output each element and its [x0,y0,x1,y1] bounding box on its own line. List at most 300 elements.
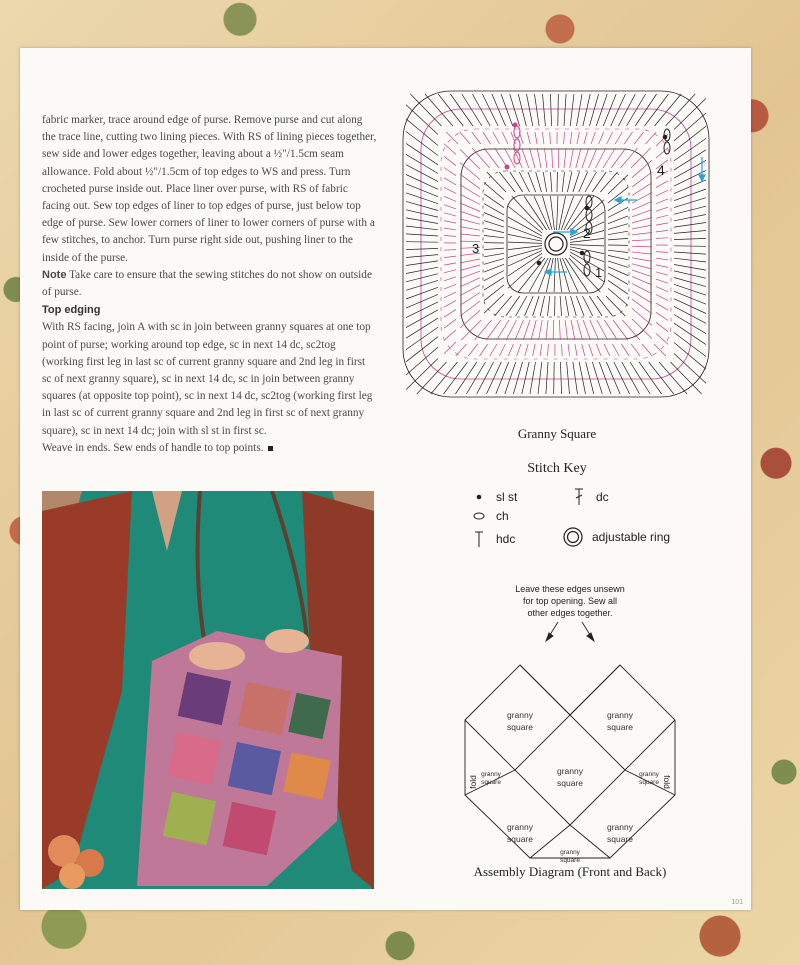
end-square-icon [268,446,273,451]
dc-stitch-mark [406,165,438,182]
square-center-l2: square [557,778,583,788]
dc-stitch-mark [406,294,438,308]
dc-stitch-mark [499,172,515,192]
page-number: 101 [731,899,743,906]
dc-stitch-mark [674,231,706,234]
dc-stitch-mark [656,258,668,260]
dc-stitch-mark [632,160,652,178]
adjustable-ring-key-icon [562,526,584,548]
dc-stitch-mark [546,320,548,340]
dc-stitch-mark [527,132,530,144]
dc-stitch-mark [622,362,640,394]
dc-stitch-mark [417,362,447,394]
dc-stitch-mark [535,132,537,144]
round-label-2: 2 [583,225,591,241]
dc-stitch-mark [608,267,628,276]
dc-stitch-mark [674,98,706,129]
dc-stitch-mark [579,172,588,192]
key-hdc: hdc [470,530,515,548]
dc-stitch-mark [513,362,522,394]
dc-stitch-mark [674,258,706,262]
dc-stitch-mark [565,296,569,316]
dc-stitch-mark [674,238,706,239]
dc-stitch-mark [671,362,702,394]
dc-stitch-mark [645,94,669,126]
dc-stitch-mark [674,315,706,334]
dc-stitch-mark [484,285,504,301]
dc-stitch-mark [444,213,456,216]
dc-stitch-mark [596,148,606,168]
dc-stitch-mark [484,228,504,232]
dc-stitch-mark [674,299,706,314]
assembly-diagram [440,578,700,868]
instructions-text [42,112,377,457]
dc-stitch-mark [656,190,668,196]
dc-stitch-mark [608,250,628,252]
dc-stitch-mark [406,359,438,390]
dc-stitch-mark [444,168,456,176]
dc-stitch-mark [444,292,456,298]
dc-stitch-mark [538,362,542,394]
dc-stitch-mark [545,148,547,168]
dc-stitch-mark [552,148,553,168]
dc-stitch-mark [674,306,706,323]
dc-stitch-mark [487,362,502,394]
dc-stitch-mark [608,288,628,305]
dc-stitch-mark [562,344,563,356]
dc-stitch-mark [531,320,536,340]
dc-stitch-mark [632,210,652,217]
round-label-4: 4 [657,162,665,178]
dc-stitch-mark [456,344,467,356]
dc-stitch-mark [627,94,646,126]
dc-stitch-mark [460,265,480,271]
dc-stitch-mark [656,181,668,188]
dc-stitch-mark [632,264,652,269]
finishing-text: Weave in ends. Sew ends of handle to top points. [42,441,264,454]
dc-stitch-mark [468,344,477,356]
hdc-t-icon [470,530,488,548]
dc-stitch-mark [646,132,657,144]
square-bottom-right-l1: granny [607,822,633,832]
note-paragraph [42,267,377,301]
dc-stitch-mark [480,344,488,356]
dc-stitch-mark [466,362,485,394]
dc-stitch-mark [406,154,438,173]
dc-stitch-mark [656,265,668,268]
dc-stitch-mark [589,344,593,356]
dc-stitch-mark [540,296,544,316]
dc-stitch-mark [568,344,570,356]
dc-stitch-mark [608,175,628,194]
dc-stitch-mark [406,210,438,217]
dc-stitch-mark [553,320,554,340]
dc-stitch-mark [590,94,599,126]
dc-stitch-mark [508,242,542,243]
dc-stitch-mark [577,320,583,340]
dc-stitch-mark [656,223,668,225]
dc-cross-t-icon [570,488,588,506]
dc-stitch-mark [472,94,490,126]
key-sl-st: sl st [470,488,517,506]
dc-stitch-mark [622,320,640,340]
dc-stitch-mark [567,362,570,394]
dc-stitch-mark [472,132,481,144]
dc-stitch-mark [632,270,652,277]
round-label-3: 3 [472,241,480,256]
dc-stitch-mark [540,344,542,356]
dc-stitch-mark [522,148,529,168]
dc-stitch-mark [608,261,628,268]
dc-stitch-mark [535,94,540,126]
square-top-left-l2: square [507,722,533,732]
dc-stitch-mark [487,172,506,192]
dc-stitch-mark [444,362,468,394]
dc-stitch-mark [674,206,706,214]
square-right-half-l1: granny [639,771,659,778]
dc-stitch-mark [654,344,666,356]
dc-stitch-mark [632,277,652,286]
assembly-note-line1: Leave these edges unsewn [515,584,625,594]
dc-stitch-mark [656,199,668,204]
dc-stitch-mark [635,94,656,126]
dc-stitch-mark [608,231,628,235]
dc-stitch-mark [444,236,456,237]
dc-stitch-mark [460,278,480,287]
dc-stitch-mark [656,230,668,232]
dc-stitch-mark [410,94,441,126]
finishing-paragraph [42,440,377,457]
dc-stitch-mark [564,132,565,144]
dc-stitch-mark [475,320,492,340]
top-edging-heading: Top edging [42,304,101,317]
dc-stitch-mark [583,320,590,340]
dc-stitch-mark [620,148,637,168]
square-top-right-l2: square [607,722,633,732]
dc-stitch-mark [596,344,601,356]
dc-stitch-mark [590,320,599,340]
dc-stitch-mark [493,132,500,144]
dc-stitch-mark [632,246,652,247]
dc-stitch-mark [656,207,668,211]
dc-stitch-mark [565,320,567,340]
dc-stitch-mark [674,323,706,344]
assembly-note-line3: other edges together. [527,608,613,618]
dc-stitch-mark [444,178,456,185]
dc-stitch-mark [656,215,668,218]
dc-stitch-mark [537,148,541,168]
square-top-left-l1: granny [507,710,533,720]
dc-stitch-mark [560,362,561,394]
dc-stitch-mark [438,94,463,126]
dc-stitch-mark [608,238,628,240]
dc-stitch-mark [656,322,668,331]
dc-stitch-mark [528,172,536,192]
dc-stitch-mark [533,296,540,316]
dc-stitch-mark [477,362,494,394]
dc-stitch-mark [560,296,562,316]
dc-stitch-mark [406,201,438,210]
dc-stitch-mark [550,94,551,126]
dc-stitch-mark [674,271,706,278]
dc-stitch-mark [460,271,480,278]
dc-stitch-mark [484,259,504,265]
adjustable-ring-icon [545,233,567,255]
dc-stitch-mark [406,337,438,362]
dc-stitch-mark [632,240,652,241]
dc-stitch-mark [656,287,668,292]
dc-stitch-mark [406,274,438,282]
dc-stitch-mark [600,172,617,192]
dc-stitch-mark [522,362,529,394]
dc-stitch-mark [656,272,668,275]
dc-stitch-mark [656,279,668,283]
dc-stitch-mark [508,344,513,356]
dc-stitch-mark [444,144,456,155]
dc-stitch-mark [543,94,546,126]
dc-stitch-mark [502,132,508,144]
dc-stitch-mark [674,223,706,228]
dc-stitch-mark [460,163,480,180]
dc-stitch-mark [406,234,438,236]
dc-stitch-mark [674,126,706,151]
dc-stitch-mark [406,242,438,243]
key-dc: dc [570,488,609,506]
dc-stitch-mark [567,172,571,192]
dc-stitch-mark [460,234,480,236]
stitch-key-title: Stitch Key [527,461,587,476]
dc-stitch-mark [444,270,456,273]
dc-stitch-mark [484,294,504,313]
dc-stitch-mark [561,196,574,230]
dc-stitch-mark [495,296,512,316]
dc-stitch-mark [460,132,470,144]
dc-stitch-mark [444,277,456,281]
dc-stitch-mark [554,362,555,394]
square-bottom-half-l2: square [560,857,580,864]
dc-stitch-mark [586,362,594,394]
dc-stitch-mark [607,132,613,144]
dc-stitch-mark [406,175,438,190]
dc-stitch-mark [460,203,480,212]
dc-stitch-mark [579,362,585,394]
dc-stitch-mark [632,225,652,229]
dc-stitch-mark [406,132,438,156]
dc-stitch-mark [517,344,521,356]
dc-stitch-mark [577,94,583,126]
dc-stitch-mark [425,94,453,126]
dc-stitch-mark [632,284,652,294]
dc-stitch-mark [656,238,668,239]
dc-stitch-mark [573,172,580,192]
dc-stitch-mark [484,236,504,238]
dc-stitch-mark [406,255,438,258]
dc-stitch-mark [508,234,542,241]
dc-stitch-mark [597,296,613,316]
dc-stitch-mark [674,252,706,254]
dc-stitch-mark [632,252,652,254]
dc-stitch-mark [558,148,559,168]
dc-stitch-mark [543,172,547,192]
dc-stitch-mark [554,258,555,292]
key-adjustable-ring: adjustable ring [562,526,670,548]
dc-stitch-mark [530,148,536,168]
dc-stitch-mark [564,94,566,126]
dc-stitch-mark [656,252,668,253]
dc-stitch-mark [564,196,583,230]
dc-stitch-mark [539,320,543,340]
square-center-l1: granny [557,766,583,776]
dc-stitch-mark [606,362,620,394]
dc-stitch-mark [634,132,643,144]
dc-stitch-mark [618,94,635,126]
granny-square-caption: Granny Square [517,426,597,441]
dc-stitch-mark [499,344,505,356]
fold-label-left: fold [468,775,478,789]
dc-stitch-mark [525,296,534,316]
dc-stitch-mark [630,362,650,394]
dc-stitch-mark [583,94,590,126]
dc-stitch-mark [656,148,668,158]
dc-stitch-mark [562,172,564,192]
dc-stitch-mark [611,94,626,126]
dc-stitch-mark [508,226,542,239]
dc-stitch-mark [484,221,504,228]
dc-stitch-mark [614,362,630,394]
dc-stitch-mark [674,246,706,247]
key-ch: ch [470,507,509,525]
dc-stitch-mark [542,132,544,144]
dc-stitch-mark [484,264,504,272]
dc-stitch-mark [559,196,566,230]
dc-stitch-mark [455,362,476,394]
dc-stitch-mark [606,296,625,316]
dc-stitch-mark [599,132,604,144]
dc-stitch-mark [472,148,490,168]
dc-stitch-mark [674,180,706,194]
lining-paragraph: fabric marker, trace around edge of purse. Remove purse and cut along the trace line, cutting two lining pieces. With RS of lining pieces together, sew side and lower edges together, leaving about a ½"/1.5cm seam allowance. Fold about ½"/1.5cm of top edges to WS and press. Turn crocheted purse inside out. Place liner over purse, with RS of fabric facing out. Sew top edges of liner to top edges of purse, just below top edge of purse. Sew lower corners of liner to lower corners of purse with a few stitches, to anchor. Turn purse right side out, pushing liner to the inside of the purse. [42,114,377,264]
dc-stitch-mark [460,194,480,204]
dc-stitch-mark [558,94,559,126]
dc-stitch-mark [490,344,497,356]
dc-stitch-mark [484,213,504,222]
square-left-half-l1: granny [481,771,501,778]
dc-stitch-mark [406,347,438,375]
dc-stitch-mark [518,94,526,126]
dc-stitch-mark [571,296,577,316]
dc-stitch-mark [608,224,628,230]
dc-stitch-mark [582,344,585,356]
dc-stitch-mark [462,94,482,126]
dc-stitch-mark [444,342,456,354]
dc-stitch-mark [460,227,480,231]
sl-st-dot-icon [470,488,488,506]
dc-stitch-mark [656,334,668,345]
dc-stitch-mark [444,263,456,265]
dc-stitch-mark [577,132,580,144]
dc-stitch-mark [615,132,622,144]
dc-stitch-mark [444,256,456,258]
dc-stitch-mark [649,362,674,394]
dc-stitch-mark [570,245,604,246]
dc-stitch-mark [406,318,438,338]
purse-photo [42,491,374,889]
dc-stitch-mark [559,320,560,340]
dc-stitch-mark [406,105,438,135]
dc-stitch-mark [570,94,574,126]
dc-stitch-mark [460,259,480,263]
round-label-1: 1 [595,265,603,280]
dc-stitch-mark [444,319,456,328]
dc-stitch-mark [508,217,542,236]
dc-stitch-mark [632,308,652,325]
granny-square-chart [397,85,715,403]
dc-stitch-mark [406,218,438,224]
dc-stitch-mark [444,284,456,289]
dc-stitch-mark [444,221,456,224]
dc-stitch-mark [582,148,589,168]
dc-stitch-mark [484,253,504,256]
assembly-caption: Assembly Diagram (Front and Back) [473,864,667,879]
dc-stitch-mark [406,143,438,164]
dc-stitch-mark [557,196,558,230]
square-bottom-right-l2: square [607,834,633,844]
dc-stitch-mark [631,344,640,356]
dc-stitch-mark [444,187,456,193]
dc-stitch-mark [570,247,604,254]
dc-stitch-mark [604,344,610,356]
dc-stitch-mark [573,362,578,394]
dc-stitch-mark [570,132,572,144]
dc-stitch-mark [444,309,456,317]
dc-stitch-mark [523,320,530,340]
dc-stitch-mark [536,172,542,192]
dc-stitch-mark [444,250,456,251]
dc-stitch-mark [612,344,619,356]
dc-stitch-mark [444,156,456,165]
dc-stitch-mark [632,192,652,203]
dc-stitch-mark [460,219,480,224]
dc-stitch-mark [406,310,438,328]
dc-stitch-mark [533,344,536,356]
square-left-half-l2: square [481,779,501,786]
dc-stitch-mark [674,113,706,141]
dc-stitch-mark [584,132,587,144]
dc-stitch-mark [642,344,652,356]
stitch-key [470,488,710,558]
dc-stitch-mark [460,285,480,296]
dc-stitch-mark [597,320,608,340]
dc-stitch-mark [666,94,696,126]
note-text: Take care to ensure that the sewing stitches do not show on outside of purse. [42,268,372,299]
dc-stitch-mark [406,261,438,266]
square-top-right-l1: granny [607,710,633,720]
dc-stitch-mark [546,362,548,394]
dc-stitch-mark [444,205,456,209]
dc-stitch-mark [444,228,456,230]
dc-stitch-mark [530,362,536,394]
dc-stitch-mark [591,132,595,144]
dc-stitch-mark [525,344,528,356]
dc-stitch-mark [674,278,706,287]
dc-stitch-mark [608,255,628,259]
dc-stitch-mark [406,248,438,249]
dc-stitch-mark [632,258,652,262]
dc-stitch-mark [506,320,516,340]
dc-stitch-mark [656,312,668,320]
square-bottom-half-l1: granny [560,849,580,856]
dc-stitch-mark [621,344,629,356]
